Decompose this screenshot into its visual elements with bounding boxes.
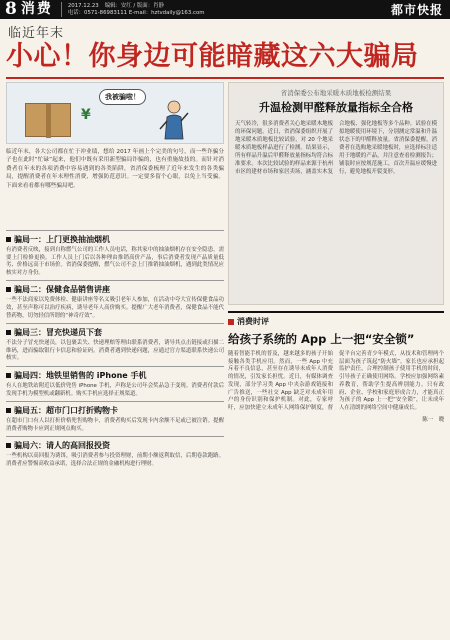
masthead-meta	[62, 3, 205, 17]
parcel-illustration	[25, 103, 71, 137]
scam-section	[6, 323, 224, 363]
section-name: 消费	[21, 2, 62, 17]
cartoon-speech-bubble: 我被骗啦！	[99, 89, 146, 105]
section-marker-icon	[6, 287, 11, 292]
money-symbol-icon: ¥	[81, 107, 91, 123]
intro-paragraph: 临近年末，各大公司都在忙于冲业绩，想给 2017 年画上个完美的句号，而一些诈骗分子也在此时“忙碌”起来，他们中既有采用新型骗局诈骗的，也有重施故技的。而针对消费者在年末的各项消费中容易遇到的各类陷阱，省消保委梳理了近年来发生的各类骗局，提醒消费者在年末理性消费，增强防范意识。一定要多留个心眼，以免上当受骗。下面来看看都有哪些骗局吧。	[6, 149, 224, 189]
article-title: 升温检测甲醛释放量指标全合格	[259, 101, 413, 114]
section-marker-icon	[6, 330, 11, 335]
section-marker-icon	[6, 373, 11, 378]
scam-title: 骗局四：地铁里销售的 iPhone 手机	[14, 370, 147, 380]
scam-body: 有消费者反映，接到自称燃气公司的工作人员电话，称其家中的抽油烟机存在安全隐患，需要上门检修更换。工作人员上门后以各种理由推销高价产品，事后消费者发现产品质量低劣、价格远高于市场价。省消保委提醒，燃气公司不会上门推销抽油烟机，遇到此类情况应核实对方身份。	[6, 247, 224, 276]
scam-body: 有人在地铁站附近以低价兜售 iPhone 手机，声称是公司年会奖品急于变现。消费者付款后发现手机为模型机或翻新机。购买手机应选择正规渠道。	[6, 382, 224, 397]
scam-section	[6, 436, 224, 468]
section-marker-icon	[6, 237, 11, 242]
scam-section	[6, 366, 224, 398]
commentary-title: 给孩子系统的 App 上一把“安全锁”	[228, 332, 415, 346]
commentary-body: 随着智能手机的普及，越来越多的孩子开始接触各类手机应用。然而，一些 App 中充斥着不良信息，甚至存在诱导未成年人消费的情况，引发家长担忧。近日，有媒体调查发现，部分学习类 App 中夹杂游戏链接和广告推送，一些社交 App 缺乏对未成年用户的身份识别和保护机制。对此，专家呼吁，应加快建立未成年人网络保护制度，督促平台完善青少年模式，从技术和管理两个层面为孩子筑起“防火墙”。家长也应承担起监护责任，合理控制孩子使用手机的时间，引导孩子正确使用网络。学校应加强网络素养教育，帮助学生提高辨别能力。只有政府、企业、学校和家庭形成合力，才能真正为孩子的 App 上一把“安全锁”，让未成年人在清朗的网络空间中健康成长。	[228, 351, 444, 411]
paper-name: 都市快报	[390, 3, 443, 17]
heating-floor-article	[228, 82, 444, 305]
scam-list	[6, 227, 224, 469]
main-headline: 小心！你身边可能暗藏这六大骗局	[6, 41, 419, 72]
scam-body: 在超市门口有人以打折价格兜售购物卡，消费者购买后发现卡内余额不足或已被注销。提醒消费者购物卡应到正规网点购买。	[6, 418, 224, 432]
main-kicker: 临近年末	[8, 26, 65, 41]
commentary-column	[228, 311, 444, 636]
issue-date: 2017.12.23	[67, 2, 99, 9]
scam-body: 不法分子冒充快递员，以包裹丢失、快递理赔等理由联系消费者，诱导其点击链接或扫描二维码，进而骗取银行卡信息和验证码。消费者遇到快递问题，应通过官方渠道联系快递公司核实。	[6, 340, 224, 362]
scam-title: 骗局五：超市门口打折购物卡	[14, 406, 118, 416]
scam-section	[6, 230, 224, 277]
section-marker-icon	[6, 443, 11, 448]
scam-title: 骗局三：冒充快递员下套	[14, 328, 102, 338]
scam-title: 骗局二：保健食品销售讲座	[14, 285, 110, 295]
masthead	[0, 0, 450, 19]
article-kicker: 省消保委公布地采暖木质地板检测结果	[280, 89, 392, 97]
page-number: 8	[5, 0, 17, 19]
scam-section	[6, 280, 224, 320]
contact-line: 电话：0571-86983111 E-mail：hztvdaily@163.com	[67, 9, 205, 16]
commentary-signature: 陈一 晓	[422, 416, 444, 423]
commentary-tag: 消费时评	[237, 317, 269, 326]
scam-body: 一些机构以高回报为诱饵，吸引消费者参与投资理财，前期小额返利取信，后期卷款跑路。消费者应警惕高收益承诺，选择合法正规的金融机构进行理财。	[6, 453, 224, 467]
person-figure	[159, 99, 189, 141]
scam-title: 骗局六：请人的高回报投资	[14, 441, 110, 451]
scam-title: 骗局一：上门更换抽油烟机	[14, 235, 110, 244]
section-marker-icon	[6, 408, 11, 413]
section-marker-icon	[228, 319, 234, 325]
headline-rule	[6, 77, 444, 79]
scam-section	[6, 401, 224, 433]
scam-body: 一些不法商家以免费体检、健康讲座等名义吸引老年人参加，在活动中夸大宣传保健食品功效，甚至声称可以治疗疾病，诱导老年人高价购买。提醒广大老年消费者，保健食品不能代替药物，切勿轻信所谓的“神奇疗效”。	[6, 297, 224, 319]
editor-credit: 编辑：安红 / 版面：肖静	[104, 2, 164, 9]
article-body: 天气转冷，很多消费者关心地采暖木地板的环保问题。近日，省消保委组织开展了地采暖木质地板比较试验，对 20 个地采暖木质地板样品进行了检测。结果显示，所有样品升温后甲醛释放量指标均符合标准要求。本次比较试验的样品来源于杭州市区的建材市场和家居卖场，涵盖实木复合地板、强化地板等多个品种。试验在模拟地暖使用环境下，分别测定常温和升温状态下的甲醛释放量。省消保委提醒，消费者在选购地采暖地板时，应选择标注适用于地暖的产品，并注意查看检测报告；铺装时应按规范施工，首次升温应缓慢进行，避免地板开裂变形。	[235, 121, 437, 175]
scam-cartoon	[6, 82, 224, 144]
